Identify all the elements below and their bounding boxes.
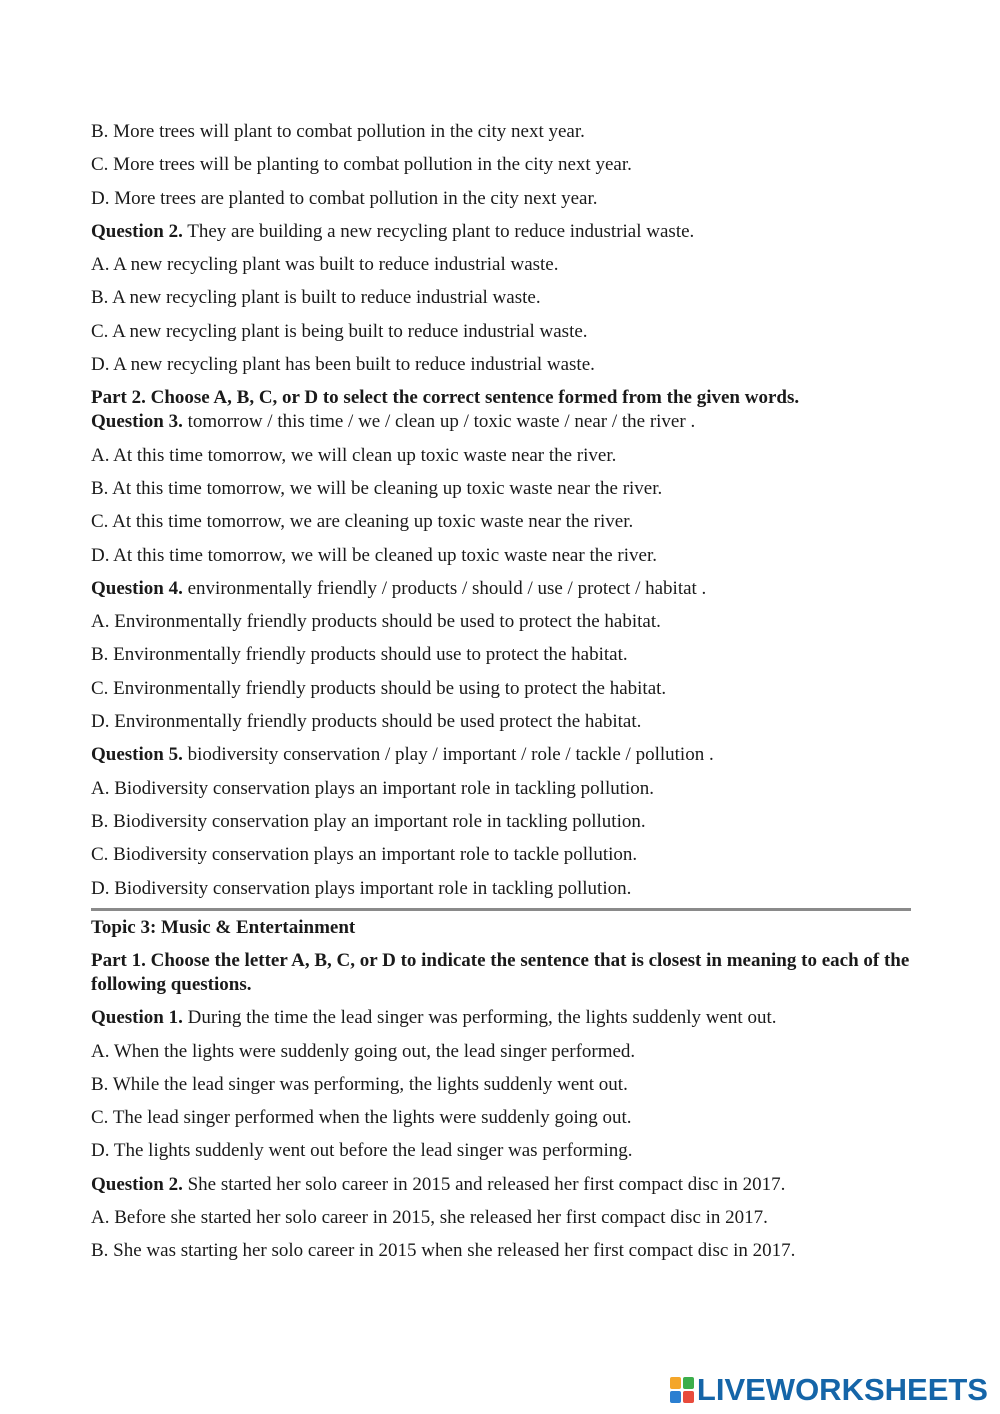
option-text: A. At this time tomorrow, we will clean up toxic waste near the river. — [91, 444, 617, 466]
option-text: B. More trees will plant to combat pollution in the city next year. — [91, 121, 585, 142]
answer-option[interactable] — [91, 610, 911, 634]
answer-option[interactable] — [91, 153, 911, 177]
question-number: Question 5. — [91, 744, 183, 766]
option-text: B. At this time tomorrow, we will be cleaning up toxic waste near the river. — [91, 477, 663, 499]
answer-option[interactable] — [91, 1040, 911, 1064]
question-stem — [91, 220, 911, 244]
topic3-part1-heading: Part 1. Choose the letter A, B, C, or D to indicate the sentence that is closest in meaning to each of the following questions. — [91, 950, 910, 996]
option-text: B. Environmentally friendly products should use to protect the habitat. — [91, 644, 628, 666]
question-text: She started her solo career in 2015 and released her first compact disc in 2017. — [182, 1173, 786, 1195]
part2-heading: Part 2. Choose A, B, C, or D to select the correct sentence formed from the given words. — [91, 387, 800, 409]
option-text: B. A new recycling plant is built to reduce industrial waste. — [91, 287, 541, 309]
answer-option[interactable] — [91, 643, 911, 667]
question-stem — [91, 1006, 911, 1030]
answer-option[interactable] — [91, 677, 911, 701]
option-text: B. Biodiversity conservation play an important role in tackling pollution. — [91, 810, 646, 832]
topic3-part1-questions — [91, 1006, 911, 1263]
answer-option[interactable] — [91, 810, 911, 834]
option-text: C. Biodiversity conservation plays an important role to tackle pollution. — [91, 844, 638, 866]
answer-option[interactable] — [91, 544, 911, 568]
answer-option[interactable] — [91, 710, 911, 734]
question-stem — [91, 743, 911, 767]
logo-text: LIVEWORKSHEETS — [696, 1372, 988, 1407]
answer-option[interactable] — [91, 1139, 911, 1163]
answer-option[interactable] — [91, 444, 911, 468]
answer-option[interactable] — [91, 1106, 911, 1130]
question-text: They are building a new recycling plant to reduce industrial waste. — [182, 220, 695, 242]
answer-option[interactable] — [91, 510, 911, 534]
option-text: B. While the lead singer was performing, the lights suddenly went out. — [91, 1073, 628, 1095]
topic2-part2-questions — [91, 410, 911, 900]
answer-option[interactable] — [91, 353, 911, 377]
option-text: C. The lead singer performed when the lights were suddenly going out. — [91, 1107, 632, 1129]
question-text: biodiversity conservation / play / important / role / tackle / pollution . — [182, 744, 714, 766]
option-text: A. A new recycling plant was built to reduce industrial waste. — [91, 254, 559, 276]
liveworksheets-logo[interactable] — [670, 1373, 988, 1407]
answer-option[interactable] — [91, 120, 911, 144]
option-text: D. The lights suddenly went out before the lead singer was performing. — [91, 1140, 633, 1162]
question-text: During the time the lead singer was performing, the lights suddenly went out. — [182, 1007, 777, 1029]
answer-option[interactable] — [91, 286, 911, 310]
question-number: Question 2. — [91, 220, 183, 242]
answer-option[interactable] — [91, 877, 911, 901]
answer-option[interactable] — [91, 320, 911, 344]
topic2-part1-continuation — [91, 120, 911, 377]
question-stem — [91, 1173, 911, 1197]
option-text: A. Biodiversity conservation plays an important role in tackling pollution. — [91, 777, 655, 799]
question-number: Question 2. — [91, 1173, 183, 1195]
answer-option[interactable] — [91, 1239, 911, 1263]
option-text: A. When the lights were suddenly going out, the lead singer performed. — [91, 1040, 636, 1062]
question-number: Question 4. — [91, 577, 183, 599]
question-stem — [91, 577, 911, 601]
section-divider — [91, 908, 911, 911]
option-text: A. Environmentally friendly products should be used to protect the habitat. — [91, 611, 661, 633]
question-number: Question 3. — [91, 411, 183, 433]
answer-option[interactable] — [91, 1073, 911, 1097]
topic3-section — [91, 916, 911, 1273]
option-text: D. At this time tomorrow, we will be cleaned up toxic waste near the river. — [91, 544, 657, 566]
liveworksheets-logo-icon — [670, 1377, 694, 1403]
option-text: D. Biodiversity conservation plays important role in tackling pollution. — [91, 877, 632, 899]
question-stem — [91, 410, 911, 434]
answer-option[interactable] — [91, 777, 911, 801]
option-text: D. A new recycling plant has been built to reduce industrial waste. — [91, 354, 595, 376]
option-text: B. She was starting her solo career in 2015 when she released her first compact disc in 2017. — [91, 1240, 796, 1262]
answer-option[interactable] — [91, 843, 911, 867]
worksheet-page-top — [91, 120, 911, 910]
option-text: C. More trees will be planting to combat pollution in the city next year. — [91, 154, 632, 176]
answer-option[interactable] — [91, 477, 911, 501]
option-text: C. At this time tomorrow, we are cleaning up toxic waste near the river. — [91, 511, 634, 533]
answer-option[interactable] — [91, 1206, 911, 1230]
answer-option[interactable] — [91, 253, 911, 277]
option-text: C. A new recycling plant is being built to reduce industrial waste. — [91, 320, 588, 342]
option-text: D. Environmentally friendly products should be used protect the habitat. — [91, 711, 642, 733]
option-text: C. Environmentally friendly products should be using to protect the habitat. — [91, 677, 667, 699]
answer-option[interactable] — [91, 187, 911, 211]
question-text: environmentally friendly / products / should / use / protect / habitat . — [182, 577, 707, 599]
question-number: Question 1. — [91, 1007, 183, 1029]
topic3-heading: Topic 3: Music & Entertainment — [91, 917, 356, 938]
question-text: tomorrow / this time / we / clean up / toxic waste / near / the river . — [182, 411, 696, 433]
option-text: A. Before she started her solo career in 2015, she released her first compact disc in 2017. — [91, 1207, 768, 1229]
option-text: D. More trees are planted to combat pollution in the city next year. — [91, 187, 598, 209]
